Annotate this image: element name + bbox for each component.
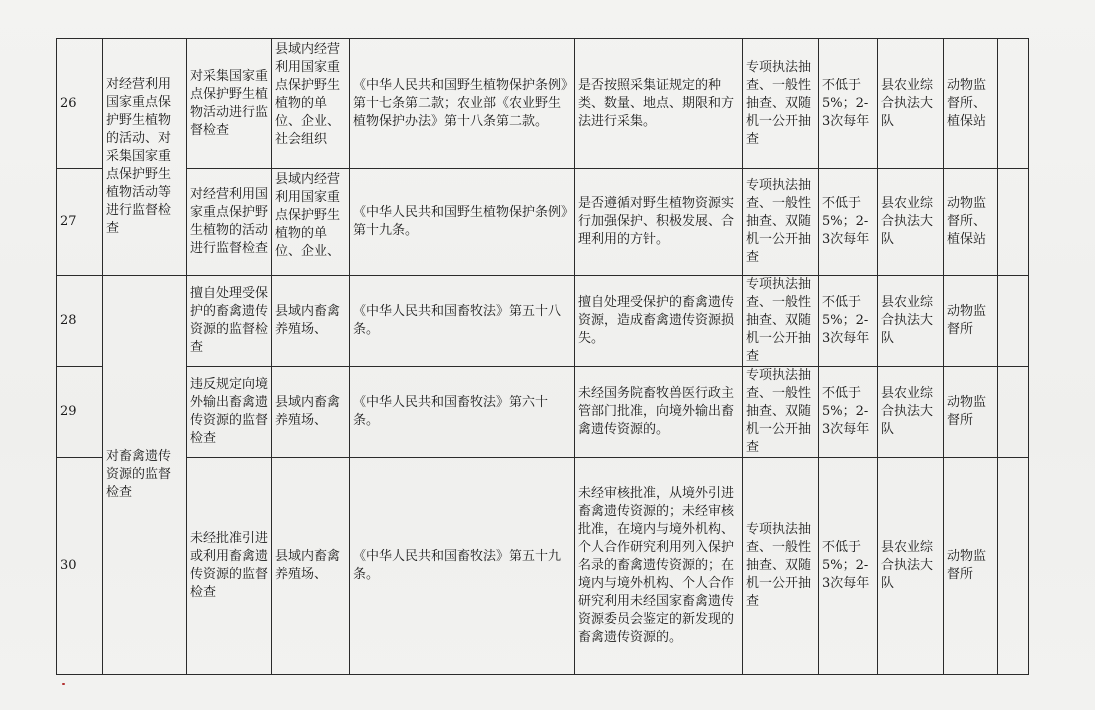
sub-item: 未经批准引进或利用畜禽遗传资源的监督检查 [187,458,272,675]
row-number: 27 [57,169,103,276]
cooperating-organization: 动物监督所 [944,367,998,458]
inspection-object: 县域内经营利用国家重点保护野生植物的单位、企业、社会组织 [272,39,350,169]
cooperating-organization: 动物监督所 [944,276,998,367]
cooperating-organization: 动物监督所 [944,458,998,675]
inspection-frequency: 不低于5%；2-3次每年 [819,367,878,458]
empty-cell [998,39,1029,169]
row-number: 30 [57,458,103,675]
empty-cell [998,169,1029,276]
inspection-frequency: 不低于5%；2-3次每年 [819,39,878,169]
sub-item: 擅自处理受保护的畜禽遗传资源的监督检查 [187,276,272,367]
inspection-object: 县域内畜禽养殖场、 [272,458,350,675]
implementing-department: 县农业综合执法大队 [878,458,944,675]
sub-item: 对采集国家重点保护野生植物活动进行监督检查 [187,39,272,169]
table-row [57,458,1029,675]
item-name: 对畜禽遗传资源的监督检查 [103,276,187,675]
legal-basis: 《中华人民共和国野生植物保护条例》第十九条。 [350,169,575,276]
inspection-object: 县域内经营利用国家重点保护野生植物的单位、企业、 [272,169,350,276]
empty-cell [998,276,1029,367]
legal-basis: 《中华人民共和国野生植物保护条例》第十七条第二款；农业部《农业野生植物保护办法》第十八条第二款。 [350,39,575,169]
table-row [57,276,1029,367]
implementing-department: 县农业综合执法大队 [878,367,944,458]
inspection-frequency: 不低于5%；2-3次每年 [819,169,878,276]
legal-basis: 《中华人民共和国畜牧法》第六十条。 [350,367,575,458]
inspection-method: 专项执法抽查、一般性抽查、双随机一公开抽查 [743,39,819,169]
inspection-object: 县域内畜禽养殖场、 [272,276,350,367]
legal-basis: 《中华人民共和国畜牧法》第五十九条。 [350,458,575,675]
item-name: 对经营利用国家重点保护野生植物的活动、对采集国家重点保护野生植物活动等进行监督检查 [103,39,187,276]
cooperating-organization: 动物监督所、植保站 [944,39,998,169]
inspection-content: 擅自处理受保护的畜禽遗传资源，造成畜禽遗传资源损失。 [575,276,743,367]
cooperating-organization: 动物监督所、植保站 [944,169,998,276]
inspection-table [56,38,1029,675]
sub-item: 违反规定向境外输出畜禽遗传资源的监督检查 [187,367,272,458]
inspection-content: 未经国务院畜牧兽医行政主管部门批准，向境外输出畜禽遗传资源的。 [575,367,743,458]
inspection-method: 专项执法抽查、一般性抽查、双随机一公开抽查 [743,276,819,367]
inspection-frequency: 不低于5%；2-3次每年 [819,458,878,675]
row-number: 26 [57,39,103,169]
table-row [57,169,1029,276]
row-number: 29 [57,367,103,458]
empty-cell [998,458,1029,675]
sub-item: 对经营利用国家重点保护野生植物的活动进行监督检查 [187,169,272,276]
inspection-frequency: 不低于5%；2-3次每年 [819,276,878,367]
table-row [57,367,1029,458]
inspection-method: 专项执法抽查、一般性抽查、双随机一公开抽查 [743,169,819,276]
legal-basis: 《中华人民共和国畜牧法》第五十八条。 [350,276,575,367]
scan-speck [62,683,65,685]
row-number: 28 [57,276,103,367]
implementing-department: 县农业综合执法大队 [878,39,944,169]
implementing-department: 县农业综合执法大队 [878,169,944,276]
inspection-method: 专项执法抽查、一般性抽查、双随机一公开抽查 [743,367,819,458]
empty-cell [998,367,1029,458]
inspection-content: 未经审核批准，从境外引进畜禽遗传资源的；未经审核批准，在境内与境外机构、个人合作研究利用列入保护名录的畜禽遗传资源的；在境内与境外机构、个人合作研究利用未经国家畜禽遗传资源委员会鉴定的新发现的畜禽遗传资源的。 [575,458,743,675]
inspection-content: 是否按照采集证规定的种类、数量、地点、期限和方法进行采集。 [575,39,743,169]
inspection-object: 县域内畜禽养殖场、 [272,367,350,458]
table-row [57,39,1029,169]
inspection-content: 是否遵循对野生植物资源实行加强保护、积极发展、合理利用的方针。 [575,169,743,276]
inspection-method: 专项执法抽查、一般性抽查、双随机一公开抽查 [743,458,819,675]
implementing-department: 县农业综合执法大队 [878,276,944,367]
